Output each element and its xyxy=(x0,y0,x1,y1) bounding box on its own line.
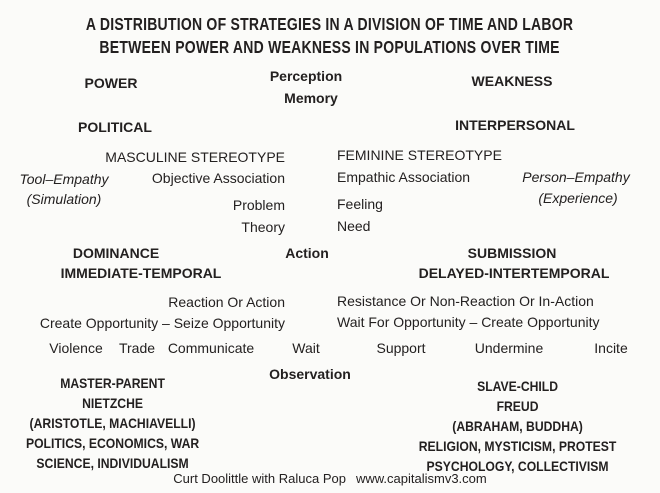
bottom-right-line-5: PSYCHOLOGY, COLLECTIVISM xyxy=(426,458,610,474)
bottom-left-line-2: NIETZCHE xyxy=(82,395,144,411)
memory-label: Memory xyxy=(284,90,338,106)
bottom-right-line-2: FREUD xyxy=(497,398,539,414)
feeling-label: Feeling xyxy=(337,196,383,212)
perception-label: Perception xyxy=(269,68,343,84)
need-label: Need xyxy=(337,218,371,234)
theory-label: Theory xyxy=(241,219,285,235)
tool-empathy-label: Tool–Empathy xyxy=(19,171,109,187)
political-label: POLITICAL xyxy=(78,119,152,135)
immediate-temporal-label: IMMEDIATE-TEMPORAL xyxy=(60,265,222,281)
problem-label: Problem xyxy=(232,197,285,213)
simulation-label: (Simulation) xyxy=(26,191,102,207)
diagram-title-line2: BETWEEN POWER AND WEAKNESS IN POPULATIONS OVER TIME xyxy=(99,37,561,57)
strategy-incite-label: Incite xyxy=(594,340,628,356)
dominance-label: DOMINANCE xyxy=(72,245,160,261)
strategy-undermine-label: Undermine xyxy=(474,340,544,356)
objective-association-label: Objective Association xyxy=(151,170,285,186)
strategy-communicate-label: Communicate xyxy=(167,340,255,356)
bottom-left-line-5: SCIENCE, INDIVIDUALISM xyxy=(36,455,190,471)
observation-label: Observation xyxy=(269,366,351,382)
person-empathy-label: Person–Empathy xyxy=(522,169,630,185)
reaction-or-action-label: Reaction Or Action xyxy=(168,294,285,310)
bottom-right-line-1: SLAVE-CHILD xyxy=(477,378,559,394)
weakness-label: WEAKNESS xyxy=(471,73,553,89)
submission-label: SUBMISSION xyxy=(467,245,557,261)
action-label: Action xyxy=(285,245,329,261)
resistance-label: Resistance Or Non-Reaction Or In-Action xyxy=(337,293,594,309)
bottom-left-line-1: MASTER-PARENT xyxy=(60,375,166,391)
masculine-stereotype-label: MASCULINE STEREOTYPE xyxy=(105,149,285,165)
strategy-wait-label: Wait xyxy=(292,340,320,356)
bottom-right-line-3: (ABRAHAM, BUDDHA) xyxy=(452,418,584,434)
create-seize-opportunity-label: Create Opportunity – Seize Opportunity xyxy=(39,315,285,331)
power-label: POWER xyxy=(84,75,138,91)
footer-url: www.capitalismv3.com xyxy=(355,471,487,486)
bottom-left-line-4: POLITICS, ECONOMICS, WAR xyxy=(26,435,200,451)
strategy-trade-label: Trade xyxy=(118,340,156,356)
interpersonal-label: INTERPERSONAL xyxy=(455,117,575,133)
strategy-violence-label: Violence xyxy=(49,340,103,356)
experience-label: (Experience) xyxy=(538,190,618,206)
footer-credit: Curt Doolittle with Raluca Pop xyxy=(173,471,346,486)
diagram-title-line1: A DISTRIBUTION OF STRATEGIES IN A DIVISION OF TIME AND LABOR xyxy=(86,14,574,34)
strategy-support-label: Support xyxy=(376,340,426,356)
bottom-left-line-3: (ARISTOTLE, MACHIAVELLI) xyxy=(29,415,197,431)
empathic-association-label: Empathic Association xyxy=(337,169,471,185)
delayed-intertemporal-label: DELAYED-INTERTEMPORAL xyxy=(418,265,610,281)
feminine-stereotype-label: FEMININE STEREOTYPE xyxy=(337,147,502,163)
wait-create-opportunity-label: Wait For Opportunity – Create Opportunity xyxy=(337,314,600,330)
footer xyxy=(0,471,660,486)
bottom-right-line-4: RELIGION, MYSTICISM, PROTEST xyxy=(419,438,617,454)
diagram-title xyxy=(0,13,660,59)
